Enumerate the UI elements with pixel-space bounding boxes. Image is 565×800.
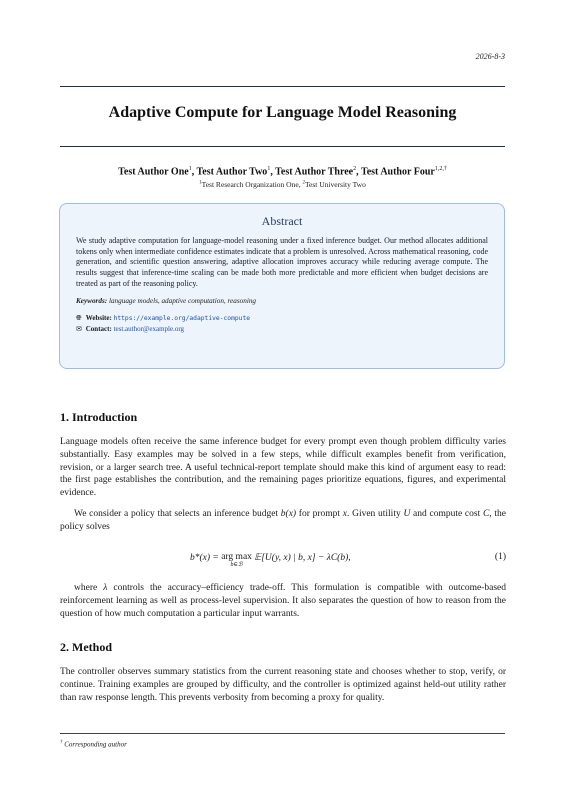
text-run: and compute cost	[410, 509, 483, 519]
author-affil-mark: 1	[267, 166, 271, 172]
text-run: for prompt	[296, 509, 343, 519]
website-label: Website:	[85, 313, 112, 322]
keywords	[76, 297, 488, 305]
argmax-subscript: b∈ℬ	[230, 562, 243, 568]
affil-mark: 2	[302, 180, 305, 186]
abstract-box	[59, 203, 505, 369]
author-name: Test Author One	[118, 166, 189, 178]
math-inline: U	[403, 509, 411, 519]
contact-email-link[interactable]: test.author@example.org	[113, 324, 185, 333]
keywords-label: Keywords:	[76, 296, 108, 305]
paper-title: Adaptive Compute for Language Model Reasoning	[108, 104, 457, 121]
argmax-operator	[221, 552, 252, 569]
footnote	[60, 740, 127, 748]
equation-rhs: 𝔼[U(y, x) | b, x] − λC(b),	[251, 553, 351, 563]
math-inline: x	[342, 509, 347, 519]
affiliation-name: Test University Two	[304, 180, 366, 189]
affil-mark: 1	[199, 180, 202, 186]
equation-lhs: b*(x) =	[190, 553, 222, 563]
author-list: Test Author One$^1$, Test Author Two$^1$, Test Author Three$^2$, Test Author Four$^{1,2,\dagger}$	[118, 166, 447, 178]
report-date: 2026-8-3	[475, 52, 505, 61]
abstract-links	[76, 313, 488, 335]
contact-label: Contact:	[85, 324, 112, 333]
website-line	[76, 313, 488, 324]
text-run: where	[74, 583, 104, 593]
footnote-text: Corresponding author	[64, 740, 127, 749]
website-link[interactable]: https://example.org/adaptive-compute	[113, 314, 251, 322]
affiliations: $^1$Test Research Organization One, $^2$Test University Two	[199, 180, 366, 189]
intro-paragraph-1: Language models often receive the same inference budget for every prompt even though problem difficulty varies substantially. Easy examples may be solved in a few steps, while difficult examples benefit from verification, revision, or a larger search tree. A useful technical-report template should make this kind of argument easy to read: the first page establishes the contribution, and the remaining pages prioritize equations, figures, and experimental evidence.	[60, 437, 506, 499]
keywords-value: language models, adaptive computation, reasoning	[108, 296, 257, 305]
author-name: Test Author Four	[360, 166, 435, 178]
author-name: Test Author Three	[275, 166, 354, 178]
footnote-mark: †	[60, 740, 63, 745]
author-affil-mark: 1	[188, 166, 192, 172]
equation-number: (1)	[494, 552, 506, 562]
intro-paragraph-2	[60, 508, 506, 534]
author-name: Test Author Two	[196, 166, 268, 178]
text-run: . Given utility	[346, 509, 404, 519]
method-paragraph-1: The controller observes summary statistics from the current reasoning state and chooses whether to stop, verify, or continue. Training examples are grouped by difficulty, and the controller is optimized against held-out utility rather than raw response length. This prevents verbosity from becoming a proxy for quality.	[60, 667, 506, 703]
section-heading-introduction: 1. Introduction	[60, 410, 138, 424]
math-inline: λ	[103, 583, 108, 593]
equation-1	[60, 552, 506, 576]
text-run: , the policy solves	[60, 509, 506, 532]
equation-body	[190, 552, 351, 569]
contact-line	[76, 324, 488, 335]
math-inline: C	[482, 509, 490, 519]
title-top-rule	[60, 86, 505, 87]
text-run: We consider a policy that selects an inference budget	[74, 509, 281, 519]
author-affil-mark: 2	[353, 166, 357, 172]
globe-icon: 🌐︎	[76, 313, 82, 322]
envelope-icon: ✉	[76, 324, 82, 333]
abstract-text: We study adaptive computation for language-model reasoning under a fixed inference budget. Our method allocates additional tokens only when intermediate confidence estimates indicate that a problem is unresolved. Across mathematical reasoning, code generation, and scientific question answering, adaptive allocation improves accuracy while reducing average compute. The results suggest that inference-time scaling can be made both more predictable and more efficient when budget decisions are treated as part of the reasoning policy.	[76, 236, 488, 288]
text-run: controls the accuracy–efficiency trade-off. This formulation is compatible with outcome-based reinforcement learning as well as process-level supervision. It also separates the question of how to reason from the question of how much computation a particular input warrants.	[60, 583, 506, 619]
section-heading-method: 2. Method	[60, 640, 112, 654]
abstract-heading: Abstract	[261, 214, 303, 228]
author-affil-mark: 1,2,†	[434, 166, 447, 172]
affiliation-name: Test Research Organization One	[201, 180, 299, 189]
math-inline: b(x)	[280, 509, 297, 519]
intro-paragraph-3	[60, 582, 506, 620]
footnote-rule	[60, 733, 505, 734]
argmax-label: arg max	[221, 552, 252, 562]
title-bottom-rule	[60, 146, 505, 147]
